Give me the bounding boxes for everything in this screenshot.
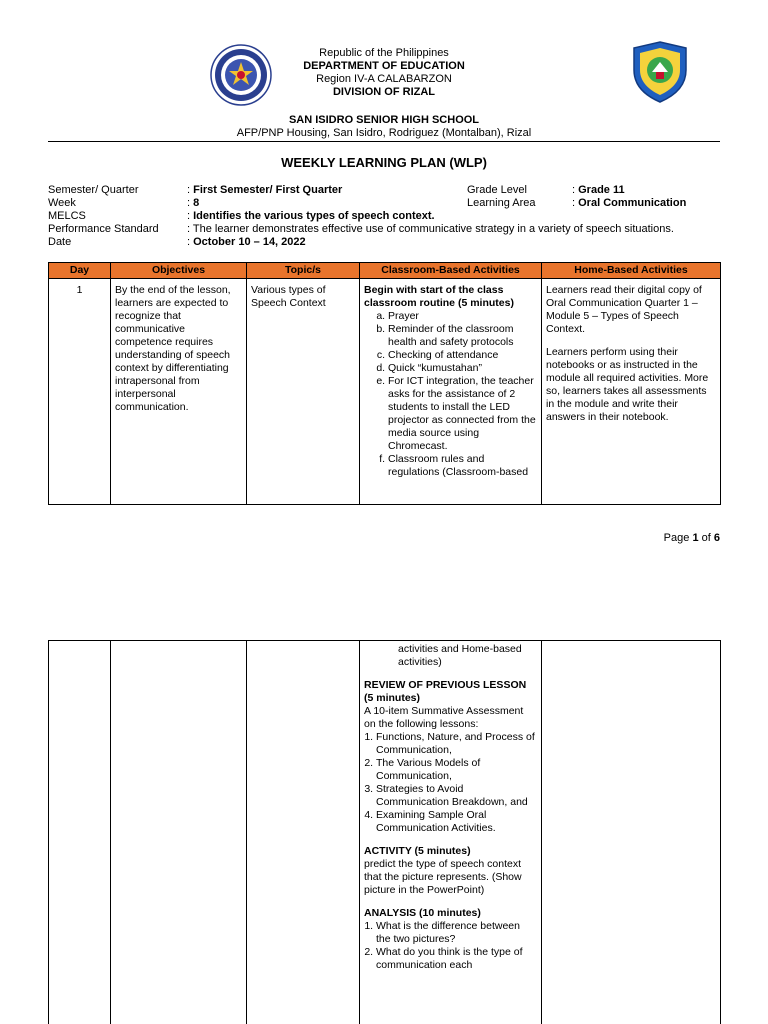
wlp-table-continued [48,640,721,1024]
activity-text: predict the type of speech context that the picture represents. (Show picture in the PowerPoint) [364,858,522,896]
list-item: b. Reminder of the classroom health and safety protocols [388,323,537,349]
header-department: DEPARTMENT OF EDUCATION [303,60,465,72]
performance-label: Performance Standard [48,223,159,235]
school-address: AFP/PNP Housing, San Isidro, Rodriguez (Montalban), Rizal [236,127,532,139]
melcs-label: MELCS [48,210,86,222]
review-intro: A 10-item Summative Assessment on the following lessons: [364,705,524,730]
home-activities-cell [542,641,721,1024]
header-day: Day [49,263,111,279]
routine-title: Begin with start of the class classroom routine (5 minutes) [364,284,514,309]
header-republic: Republic of the Philippines [319,47,449,59]
continued-text: activities and Home-based activities) [398,643,522,668]
document-title: WEEKLY LEARNING PLAN (WLP) [281,155,487,170]
header-divider [48,141,720,142]
activity-title: ACTIVITY (5 minutes) [364,845,471,857]
document-page-2 [0,630,768,1024]
area-value: : Oral Communication [572,197,687,209]
table-row [49,641,721,1024]
header-objectives: Objectives [111,263,247,279]
list-item: e. For ICT integration, the teacher asks for the assistance of 2 students to install the LED projector as connected from the media source using Chromecast. [388,375,537,453]
table-row [49,279,721,505]
wlp-table [48,262,721,505]
review-list [364,731,537,835]
semester-label: Semester/ Quarter [48,184,139,196]
week-value: : 8 [187,197,200,209]
semester-value: : First Semester/ First Quarter [187,184,343,196]
performance-value: : The learner demonstrates effective use of communicative strategy in a variety of speech situations. [187,223,674,235]
header-region: Region IV-A CALABARZON [316,73,452,85]
list-item: 1. What is the difference between the two pictures? [376,920,537,946]
analysis-list [364,920,537,972]
routine-list [364,310,537,479]
melcs-value: : Identifies the various types of speech context. [187,210,435,222]
classroom-activities-cell [360,279,542,505]
header-division: DIVISION OF RIZAL [332,86,436,98]
home-activities-cell [542,279,721,505]
header-classroom-activities: Classroom-Based Activities [360,263,542,279]
list-item: 4. Examining Sample Oral Communication Activities. [376,809,537,835]
objectives-cell: By the end of the lesson, learners are expected to recognize that communicative competence requires understanding of speech context by differentiating intrapersonal from interpersonal communication. [111,279,247,505]
list-item: f. Classroom rules and regulations (Classroom-based [388,453,537,479]
classroom-activities-cell [360,641,542,1024]
topic-cell [247,641,360,1024]
analysis-title: ANALYSIS (10 minutes) [364,907,481,919]
school-logo-icon [630,40,690,104]
week-label: Week [48,197,76,209]
list-item: c. Checking of attendance [388,349,537,362]
home-paragraph: Learners perform using their notebooks or as instructed in the module all required activities. More so, learners takes all assessments in the module and write their answers in their notebook. [546,346,709,423]
header-home-activities: Home-Based Activities [542,263,721,279]
list-item: d. Quick “kumustahan” [388,362,537,375]
day-cell [49,641,111,1024]
topic-cell: Various types of Speech Context [247,279,360,505]
page-gap [0,568,768,630]
day-cell: 1 [49,279,111,505]
table-header-row [49,263,721,279]
header-topics: Topic/s [247,263,360,279]
objectives-cell [111,641,247,1024]
list-item: 1. Functions, Nature, and Process of Communication, [376,731,537,757]
page-number: Page 1 of 6 [663,532,720,544]
school-name: SAN ISIDRO SENIOR HIGH SCHOOL [288,114,480,126]
date-value: : October 10 – 14, 2022 [187,236,306,248]
home-paragraph: Learners read their digital copy of Oral Communication Quarter 1 – Module 5 – Types of Speech Context. [546,284,702,335]
list-item: 2. The Various Models of Communication, [376,757,537,783]
grade-label: Grade Level [467,184,527,196]
area-label: Learning Area [467,197,536,209]
date-label: Date [48,236,72,248]
grade-value: : Grade 11 [572,184,625,196]
list-item: a. Prayer [388,310,537,323]
list-item: 3. Strategies to Avoid Communication Breakdown, and [376,783,537,809]
review-title: REVIEW OF PREVIOUS LESSON (5 minutes) [364,679,527,704]
list-item: 2. What do you think is the type of communication each [376,946,537,972]
